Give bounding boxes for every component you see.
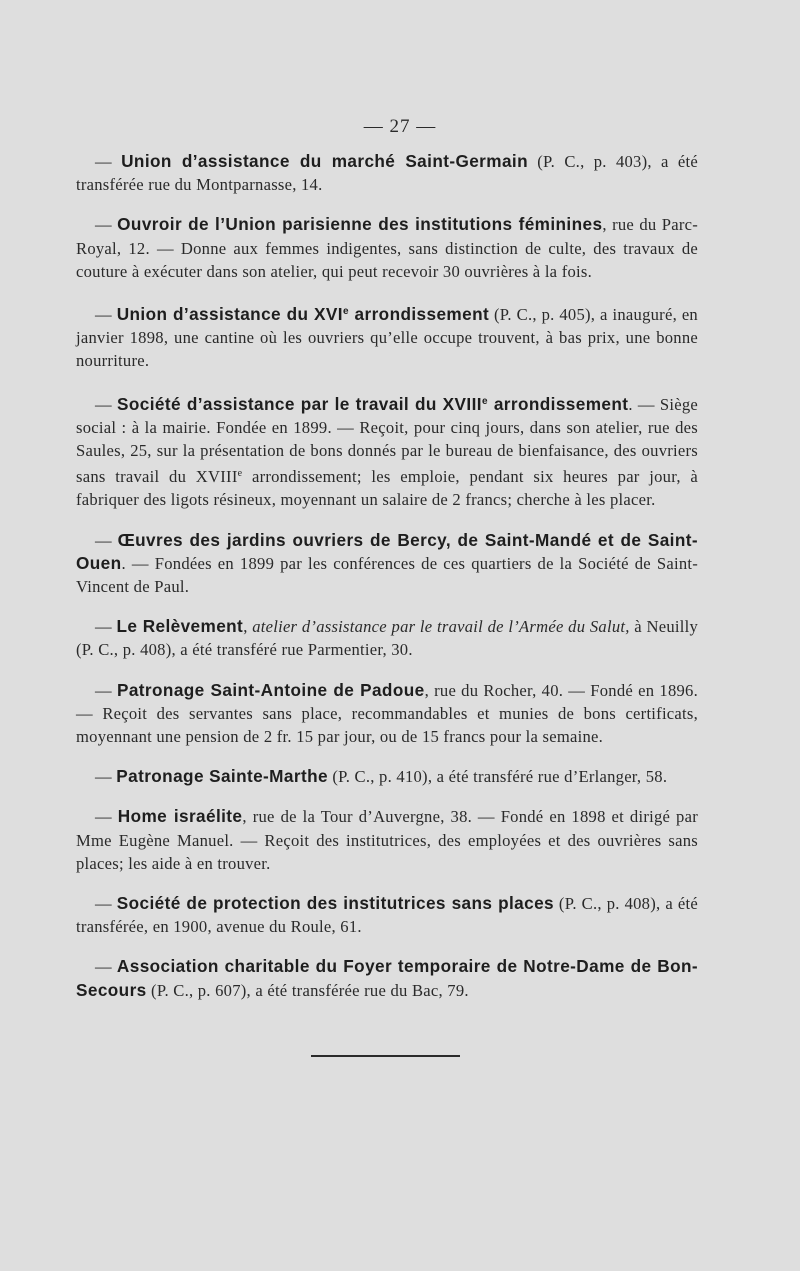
entry-text: (P. C., p. 405), a inauguré, en janvier 1898, une cantine où les ouvriers qu’elle occupe trouvent, à bas prix, une bonne nourriture. <box>76 305 698 371</box>
page-number: — 27 — <box>363 116 437 137</box>
entry-text: , rue de la Tour d’Auvergne, 38. — Fondé en 1898 et dirigé par Mme Eugène Manuel. — Reçoit des institutrices, des employées et des ouvrières sans places; les aide à en trouver. <box>76 807 698 873</box>
entry-text: , <box>243 617 253 637</box>
end-rule <box>311 1055 460 1057</box>
entry-paragraph <box>76 765 698 788</box>
entry-italic-text: atelier d’assistance par le travail de l’Armée du Salut, <box>252 617 630 637</box>
entry-heading: Home israélite <box>117 806 243 827</box>
entry-paragraph <box>76 390 698 512</box>
dash: — <box>95 680 117 700</box>
ordinal-superscript: e <box>481 395 488 407</box>
entry-text-continued: à Neuilly (P. C., p. 408), a été transféré rue Parmentier, 30. <box>76 617 698 660</box>
dash: — <box>95 807 118 827</box>
entry-heading: Union d’assistance du marché Saint-Germain <box>121 151 528 171</box>
entry-paragraph <box>76 679 698 749</box>
entry-paragraph <box>76 892 698 938</box>
entry-paragraph <box>76 213 698 283</box>
ordinal-superscript: e <box>342 306 349 318</box>
page-body <box>76 150 698 1019</box>
dash: — <box>95 617 117 637</box>
entry-paragraph <box>76 529 698 599</box>
entry-text: , rue du Parc-Royal, 12. — Donne aux femmes indigentes, sans distinction de culte, des travaux de couture à exécuter dans son atelier, qui peut recevoir 30 ouvrières à la fois. <box>76 215 698 281</box>
dash: — <box>95 894 117 914</box>
entry-paragraph <box>76 150 698 196</box>
roman-numeral: XVIII <box>195 467 238 487</box>
entry-heading: Ouvroir de l’Union parisienne des institutions féminines <box>117 214 603 235</box>
entry-heading: Patronage Sainte-Marthe <box>116 766 328 787</box>
entry-heading: Association charitable du Foyer temporaire de Notre-Dame de Bon-Secours <box>76 956 699 1000</box>
entry-text: (P. C., p. 410), a été transféré rue d’Erlanger, 58. <box>327 767 668 787</box>
entry-text: (P. C., p. 408), a été transférée, en 1900, avenue du Roule, 61. <box>76 894 698 937</box>
dash: — <box>95 394 117 414</box>
entry-heading: Union d’assistance du XVI <box>116 304 343 325</box>
entry-text: , rue du Rocher, 40. — Fondé en 1896. — Reçoit des servantes sans place, recommandables et munies de bons certificats, moyennant une pension de 2 fr. 15 par jour, ou de 15 francs pour la semaine. <box>76 680 699 747</box>
entry-text: (P. C., p. 403), a été transférée rue du Montparnasse, 14. <box>76 152 699 195</box>
entry-text: . — Siège social : à la mairie. Fondée en 1899. — Reçoit, pour cinq jours, dans son atelier, rue des Saules, 25, sur la présentation de bons donnés par le bureau de bienfaisance, des ouvriers sans travail du <box>76 394 698 487</box>
entry-heading: Société d’assistance par le travail du XVIII <box>116 393 482 414</box>
entry-paragraph <box>76 300 698 373</box>
entry-heading-continued: arrondissement <box>487 393 629 414</box>
entry-text-continued: arrondissement; les emploie, pendant six heures par jour, à fabriquer des ligots résineux, moyennant un salaire de 2 francs; cherche à les placer. <box>76 467 698 510</box>
dash: — <box>95 152 122 171</box>
entry-heading: Société de protection des institutrices sans places <box>116 893 554 914</box>
entry-paragraph <box>76 615 698 661</box>
dash: — <box>95 957 117 977</box>
dash: — <box>95 305 117 325</box>
entry-text: (P. C., p. 607), a été transférée rue du Bac, 79. <box>146 980 469 1000</box>
entry-paragraph <box>76 955 698 1001</box>
entry-heading: Œuvres des jardins ouvriers de Bercy, de Saint-Mandé et de Saint-Ouen <box>76 529 698 573</box>
dash: — <box>95 767 117 787</box>
dash: — <box>95 215 118 235</box>
entry-heading-continued: arrondissement <box>348 304 490 325</box>
entry-heading: Patronage Saint-Antoine de Padoue <box>116 679 425 700</box>
entry-paragraph <box>76 805 698 875</box>
dash: — <box>95 530 118 550</box>
entry-text: . — Fondées en 1899 par les conférences de ces quartiers de la Société de Saint-Vincent de Paul. <box>76 553 698 597</box>
entry-heading: Le Relèvement <box>116 616 244 637</box>
ordinal-superscript: e <box>237 468 243 480</box>
